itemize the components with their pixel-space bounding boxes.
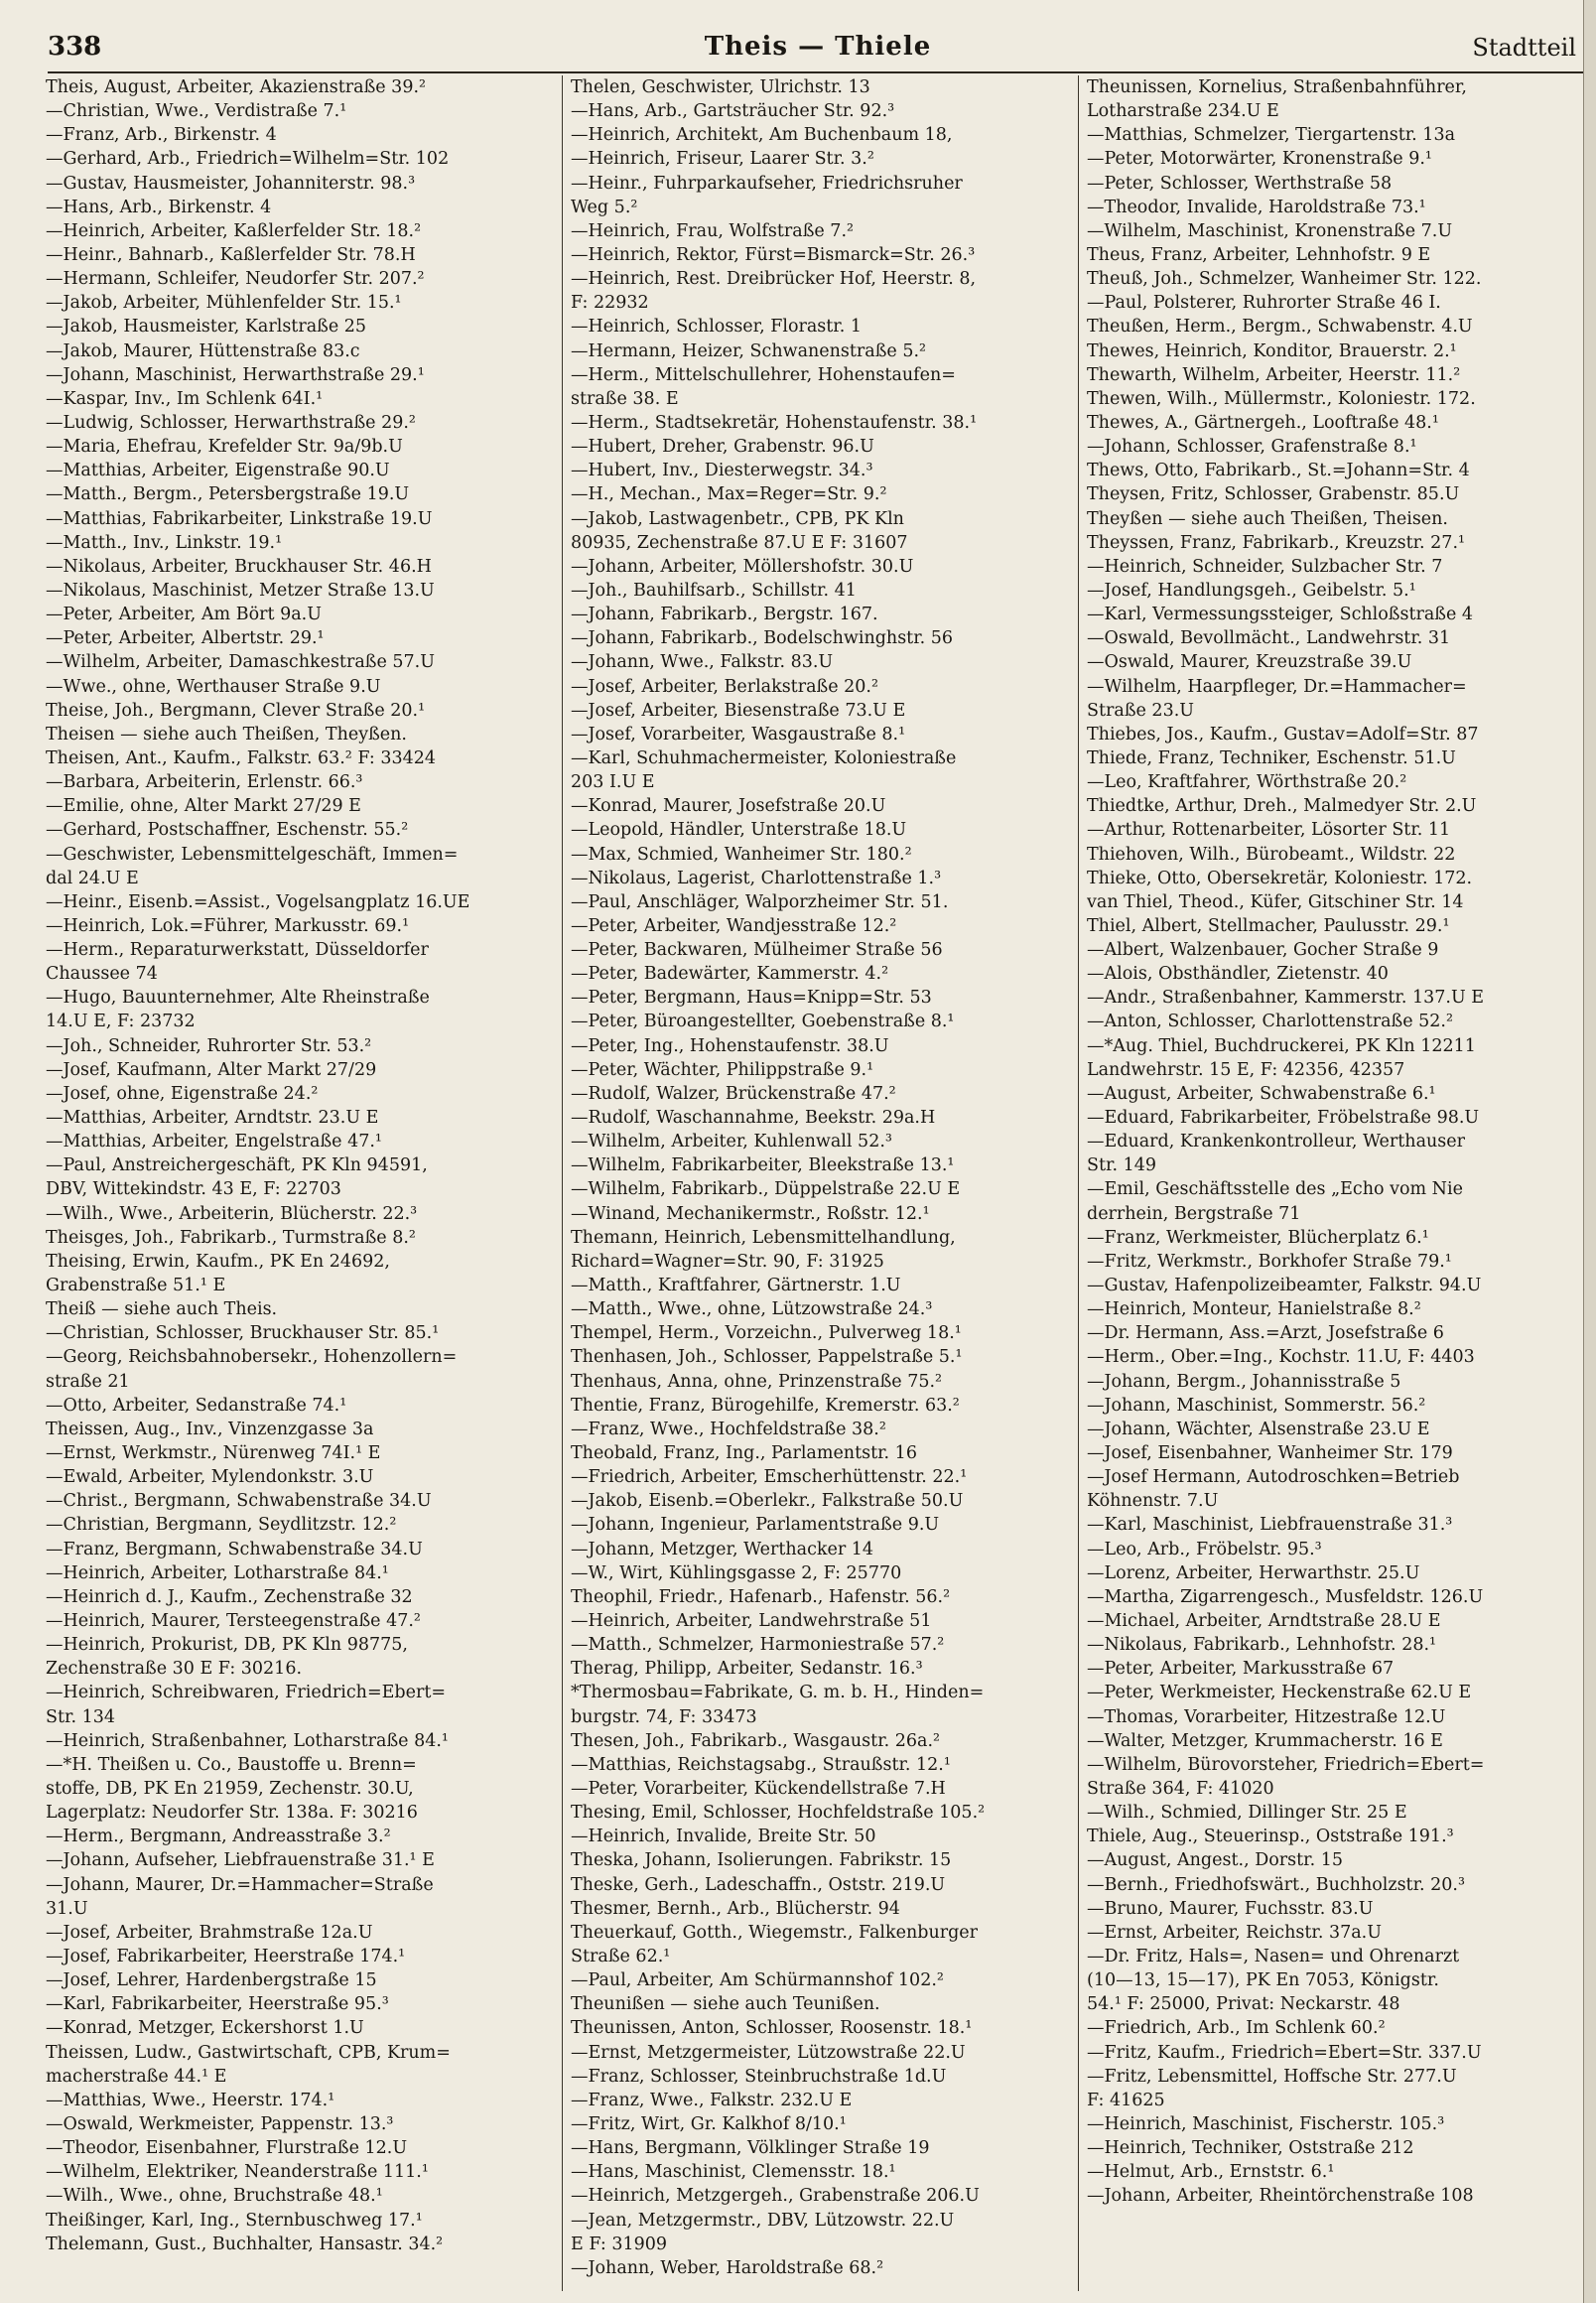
directory-entry-line: —Heinrich, Rektor, Fürst=Bismarck=Str. 26.³ xyxy=(571,244,976,265)
directory-entry-line: —Heinrich, Arbeiter, Lotharstraße 84.¹ xyxy=(46,1562,389,1583)
directory-entry-line: —Herm., Ober.=Ing., Kochstr. 11.U, F: 4403 xyxy=(1087,1347,1475,1368)
directory-entry-line: —Jakob, Maurer, Hüttenstraße 83.c xyxy=(46,340,360,361)
directory-entry-line: Theunissen, Anton, Schlosser, Roosenstr. 18.¹ xyxy=(571,2018,973,2039)
directory-entry-line: —Johann, Arbeiter, Rheintörchenstraße 108 xyxy=(1087,2186,1474,2207)
directory-entry-line: —Wilhelm, Maschinist, Kronenstraße 7.U xyxy=(1087,220,1453,241)
directory-entry-line: —Christian, Wwe., Verdistraße 7.¹ xyxy=(46,101,347,122)
directory-entry-line: —Paul, Anstreichergeschäft, PK Kln 94591, xyxy=(46,1155,428,1176)
directory-entry-line: —Josef, Eisenbahner, Wanheimer Str. 179 xyxy=(1087,1443,1453,1464)
directory-entry-line: —Christian, Schlosser, Bruckhauser Str. 85.¹ xyxy=(46,1323,440,1344)
directory-entry-line: —Josef, Arbeiter, Brahmstraße 12a.U xyxy=(46,1922,373,1943)
directory-entry-line: —Johann, Weber, Haroldstraße 68.² xyxy=(571,2257,884,2278)
directory-entry-line: —Johann, Fabrikarb., Bodelschwinghstr. 56 xyxy=(571,628,954,649)
directory-entry-line: van Thiel, Theod., Küfer, Gitschiner Str. 14 xyxy=(1087,891,1464,912)
directory-entry-line: Theunißen — siehe auch Teunißen. xyxy=(571,1994,880,2015)
directory-entry-line: —Wilhelm, Arbeiter, Damaschkestraße 57.U xyxy=(46,652,435,673)
directory-entry-line: —Wilh., Schmied, Dillinger Str. 25 E xyxy=(1087,1803,1407,1824)
directory-entry-line: Theske, Gerh., Ladeschaffn., Oststr. 219.U xyxy=(571,1874,946,1895)
directory-entry-line: —Franz, Arb., Birkenstr. 4 xyxy=(46,125,277,146)
directory-entry-line: —Heinrich, Straßenbahner, Lotharstraße 84.¹ xyxy=(46,1730,449,1751)
directory-entry-line: —Matthias, Reichstagsabg., Straußstr. 12.¹ xyxy=(571,1754,951,1775)
directory-entry-line: —Oswald, Bevollmächt., Landwehrstr. 31 xyxy=(1087,628,1451,649)
directory-entry-line: (10—13, 15—17), PK En 7053, Königstr. xyxy=(1087,1970,1439,1991)
directory-entry-line: —Hermann, Heizer, Schwanenstraße 5.² xyxy=(571,340,927,361)
directory-entry-line: Thiebes, Jos., Kaufm., Gustav=Adolf=Str. 87 xyxy=(1087,724,1479,745)
directory-entry-line: Thewen, Wilh., Müllermstr., Koloniestr. 172. xyxy=(1087,388,1476,409)
directory-entry-line: Theyssen, Franz, Fabrikarb., Kreuzstr. 27.¹ xyxy=(1087,532,1466,553)
directory-entry-line: —Eduard, Krankenkontrolleur, Werthauser xyxy=(1087,1132,1465,1152)
directory-entry-line: —Joh., Schneider, Ruhrorter Str. 53.² xyxy=(46,1035,372,1056)
directory-entry-line: —Karl, Fabrikarbeiter, Heerstraße 95.³ xyxy=(46,1994,389,2015)
directory-entry-line: —Heinrich, Maurer, Tersteegenstraße 47.² xyxy=(46,1611,421,1631)
directory-entry-line: Theisen — siehe auch Theißen, Theyßen. xyxy=(46,724,407,745)
directory-entry-line: —Leo, Kraftfahrer, Wörthstraße 20.² xyxy=(1087,772,1407,793)
directory-entry-line: 14.U E, F: 23732 xyxy=(46,1012,196,1032)
directory-entry-line: —Ernst, Arbeiter, Reichstr. 37a.U xyxy=(1087,1922,1382,1943)
directory-entry-line: —Eduard, Fabrikarbeiter, Fröbelstraße 98.U xyxy=(1087,1108,1480,1129)
directory-entry-line: Richard=Wagner=Str. 90, F: 31925 xyxy=(571,1251,884,1272)
directory-entry-line: Straße 62.¹ xyxy=(571,1946,671,1966)
directory-entry-line: *Thermosbau=Fabrikate, G. m. b. H., Hinden= xyxy=(571,1683,985,1703)
entries-column-2 xyxy=(562,75,1078,2291)
directory-entry-line: Thelemann, Gust., Buchhalter, Hansastr. 34.² xyxy=(46,2234,444,2254)
directory-entry-line: —*Aug. Thiel, Buchdruckerei, PK Kln 12211 xyxy=(1087,1035,1476,1056)
directory-entry-line: —Wilhelm, Fabrikarbeiter, Bleekstraße 13.¹ xyxy=(571,1155,955,1176)
directory-entry-line: —Johann, Arbeiter, Möllershofstr. 30.U xyxy=(571,556,914,577)
directory-entry-line: Lotharstraße 234.U E xyxy=(1087,101,1279,122)
directory-entry-line: Thesen, Joh., Fabrikarb., Wasgaustr. 26a.² xyxy=(571,1730,941,1751)
directory-entry-line: —Alois, Obsthändler, Zietenstr. 40 xyxy=(1087,964,1389,985)
page-header xyxy=(48,24,1588,73)
directory-entry-line: —Heinrich, Techniker, Oststraße 212 xyxy=(1087,2138,1414,2159)
directory-entry-line: burgstr. 74, F: 33473 xyxy=(571,1706,757,1727)
directory-entry-line: —Heinrich, Architekt, Am Buchenbaum 18, xyxy=(571,125,953,146)
directory-entry-line: —Bernh., Friedhofswärt., Buchholzstr. 20.³ xyxy=(1087,1874,1465,1895)
directory-entry-line: —Fritz, Wirt, Gr. Kalkhof 8/10.¹ xyxy=(571,2113,847,2134)
entries-column-1 xyxy=(46,75,560,2291)
directory-entry-line: —Heinrich, Prokurist, DB, PK Kln 98775, xyxy=(46,1635,408,1656)
directory-entry-line: —Nikolaus, Maschinist, Metzer Straße 13.U xyxy=(46,580,435,601)
directory-entry-line: Theising, Erwin, Kaufm., PK En 24692, xyxy=(46,1251,390,1272)
directory-entry-line: —Wilhelm, Haarpfleger, Dr.=Hammacher= xyxy=(1087,676,1467,697)
directory-entry-line: —H., Mechan., Max=Reger=Str. 9.² xyxy=(571,484,887,505)
directory-entry-line: Thiedtke, Arthur, Dreh., Malmedyer Str. 2.U xyxy=(1087,796,1477,817)
directory-entry-line: —Friedrich, Arbeiter, Emscherhüttenstr. 22.¹ xyxy=(571,1467,968,1488)
directory-entry-line: Thesing, Emil, Schlosser, Hochfeldstraße 105.² xyxy=(571,1803,986,1824)
directory-entry-line: Theus, Franz, Arbeiter, Lehnhofstr. 9 E xyxy=(1087,244,1431,265)
directory-entry-line: Theyßen — siehe auch Theißen, Theisen. xyxy=(1087,508,1448,529)
directory-entry-line: —Peter, Ing., Hohenstaufenstr. 38.U xyxy=(571,1035,889,1056)
directory-entry-line: Thenhasen, Joh., Schlosser, Pappelstraße 5.¹ xyxy=(571,1347,963,1368)
directory-entry-line: —Hubert, Dreher, Grabenstr. 96.U xyxy=(571,437,874,458)
directory-entry-line: —Hubert, Inv., Diesterwegstr. 34.³ xyxy=(571,461,873,481)
directory-entry-line: —Hugo, Bauunternehmer, Alte Rheinstraße xyxy=(46,988,430,1009)
directory-entry-line: —Winand, Mechanikermstr., Roßstr. 12.¹ xyxy=(571,1203,930,1224)
directory-entry-line: —Matthias, Arbeiter, Eigenstraße 90.U xyxy=(46,461,390,481)
directory-entry-line: —Heinrich, Frau, Wolfstraße 7.² xyxy=(571,220,855,241)
directory-entry-line: —Peter, Wächter, Philippstraße 9.¹ xyxy=(571,1059,874,1080)
directory-entry-line: —Johann, Maschinist, Herwarthstraße 29.¹ xyxy=(46,364,425,385)
directory-entry-line: —Max, Schmied, Wanheimer Str. 180.² xyxy=(571,844,912,865)
directory-entry-line: —Gerhard, Postschaffner, Eschenstr. 55.² xyxy=(46,820,409,841)
directory-entry-line: —Hermann, Schleifer, Neudorfer Str. 207.² xyxy=(46,269,425,290)
directory-entry-line: —Peter, Arbeiter, Wandjesstraße 12.² xyxy=(571,915,897,936)
directory-entry-line: —Franz, Wwe., Falkstr. 232.U E xyxy=(571,2090,853,2110)
directory-entry-line: —Matth., Schmelzer, Harmoniestraße 57.² xyxy=(571,1635,945,1656)
directory-entry-line: Theuß, Joh., Schmelzer, Wanheimer Str. 122. xyxy=(1087,269,1482,290)
directory-entry-line: —Heinrich, Lok.=Führer, Markusstr. 69.¹ xyxy=(46,915,410,936)
directory-entry-line: Theunissen, Kornelius, Straßenbahnführer, xyxy=(1087,77,1467,97)
directory-entry-line: —Paul, Polsterer, Ruhrorter Straße 46 I. xyxy=(1087,293,1441,314)
directory-entry-line: —Walter, Metzger, Krummacherstr. 16 E xyxy=(1087,1730,1443,1751)
directory-entry-line: Theis, August, Arbeiter, Akazienstraße 39.² xyxy=(46,77,427,97)
directory-entry-line: 54.¹ F: 25000, Privat: Neckarstr. 48 xyxy=(1087,1994,1400,2015)
directory-entry-line: Thewes, A., Gärtnergeh., Looftraße 48.¹ xyxy=(1087,412,1439,433)
directory-entry-line: Thesmer, Bernh., Arb., Blücherstr. 94 xyxy=(571,1898,900,1919)
directory-entry-line: Themann, Heinrich, Lebensmittelhandlung, xyxy=(571,1227,956,1248)
directory-entry-line: F: 22932 xyxy=(571,293,649,314)
directory-entry-line: Theise, Joh., Bergmann, Clever Straße 20.¹ xyxy=(46,700,426,721)
directory-entry-line: Therag, Philipp, Arbeiter, Sedanstr. 16.³ xyxy=(571,1659,923,1680)
directory-entry-line: —Otto, Arbeiter, Sedanstraße 74.¹ xyxy=(46,1395,347,1416)
directory-entry-line: —Johann, Fabrikarb., Bergstr. 167. xyxy=(571,605,878,625)
directory-entry-line: —Dr. Hermann, Ass.=Arzt, Josefstraße 6 xyxy=(1087,1323,1444,1344)
directory-entry-line: —Dr. Fritz, Hals=, Nasen= und Ohrenarzt xyxy=(1087,1946,1460,1966)
directory-entry-line: —Heinrich, Rest. Dreibrücker Hof, Heerstr. 8, xyxy=(571,269,977,290)
directory-entry-line: straße 21 xyxy=(46,1371,130,1392)
directory-entry-line: Zechenstraße 30 E F: 30216. xyxy=(46,1659,303,1680)
directory-entry-line: —Jakob, Eisenb.=Oberlekr., Falkstraße 50.U xyxy=(571,1491,964,1512)
entries-column-3 xyxy=(1078,75,1584,2291)
directory-entry-line: —Heinrich, Maschinist, Fischerstr. 105.³ xyxy=(1087,2113,1445,2134)
directory-entry-line: —Josef Hermann, Autodroschken=Betrieb xyxy=(1087,1467,1460,1488)
directory-entry-line: —Matthias, Arbeiter, Engelstraße 47.¹ xyxy=(46,1132,382,1152)
directory-entry-line: —Rudolf, Waschannahme, Beekstr. 29a.H xyxy=(571,1108,936,1129)
directory-entry-line: stoffe, DB, PK En 21959, Zechenstr. 30.U, xyxy=(46,1778,414,1799)
directory-entry-line: —Matth., Wwe., ohne, Lützowstraße 24.³ xyxy=(571,1299,933,1320)
directory-entry-line: —Franz, Schlosser, Steinbruchstraße 1d.U xyxy=(571,2066,947,2087)
directory-entry-line: Köhnenstr. 7.U xyxy=(1087,1491,1219,1512)
directory-entry-line: Thiede, Franz, Techniker, Eschenstr. 51.U xyxy=(1087,747,1456,768)
directory-entry-line: Thiehoven, Wilh., Bürobeamt., Wildstr. 22 xyxy=(1087,844,1456,865)
directory-entry-line: Thewes, Heinrich, Konditor, Brauerstr. 2.¹ xyxy=(1087,340,1457,361)
directory-entry-line: —Emil, Geschäftsstelle des „Echo vom Nie xyxy=(1087,1179,1463,1200)
directory-entry-line: —Christian, Bergmann, Seydlitzstr. 12.² xyxy=(46,1515,397,1536)
directory-entry-line: Theuerkauf, Gotth., Wiegemstr., Falkenburger xyxy=(571,1922,979,1943)
directory-entry-line: Theissen, Ludw., Gastwirtschaft, CPB, Krum= xyxy=(46,2042,451,2063)
directory-entry-line: —Josef, Lehrer, Hardenbergstraße 15 xyxy=(46,1970,377,1991)
directory-entry-line: —Heinrich, Friseur, Laarer Str. 3.² xyxy=(571,149,874,170)
directory-entry-line: —Kaspar, Inv., Im Schlenk 64I.¹ xyxy=(46,388,324,409)
page-number: 338 xyxy=(48,32,102,62)
directory-entry-line: —Matthias, Arbeiter, Arndtstr. 23.U E xyxy=(46,1108,379,1129)
directory-entry-line: —Josef, Arbeiter, Berlakstraße 20.² xyxy=(571,676,878,697)
directory-entry-line: dal 24.U E xyxy=(46,868,139,888)
directory-entry-line: —Oswald, Maurer, Kreuzstraße 39.U xyxy=(1087,652,1412,673)
directory-entry-line: Str. 149 xyxy=(1087,1155,1156,1176)
directory-entry-line: —Josef, Fabrikarbeiter, Heerstraße 174.¹ xyxy=(46,1946,406,1966)
directory-entry-line: —Jakob, Arbeiter, Mühlenfelder Str. 15.¹ xyxy=(46,293,402,314)
directory-entry-line: —Matthias, Schmelzer, Tiergartenstr. 13a xyxy=(1087,125,1456,146)
directory-entry-line: —Hans, Arb., Gartsträucher Str. 92.³ xyxy=(571,101,895,122)
directory-entry-line: F: 41625 xyxy=(1087,2090,1165,2110)
directory-entry-line: —Karl, Maschinist, Liebfrauenstraße 31.³ xyxy=(1087,1515,1453,1536)
directory-entry-line: —Leopold, Händler, Unterstraße 18.U xyxy=(571,820,907,841)
directory-entry-line: —Heinrich, Arbeiter, Landwehrstraße 51 xyxy=(571,1611,932,1631)
directory-entry-line: 203 I.U E xyxy=(571,772,655,793)
directory-entry-line: Theissen, Aug., Inv., Vinzenzgasse 3a xyxy=(46,1419,374,1439)
directory-entry-line: —Peter, Werkmeister, Heckenstraße 62.U E xyxy=(1087,1683,1472,1703)
running-title: Theis — Thiele xyxy=(704,32,932,62)
directory-entry-line: —Johann, Wächter, Alsenstraße 23.U E xyxy=(1087,1419,1430,1439)
directory-entry-line: Thewarth, Wilhelm, Arbeiter, Heerstr. 11.² xyxy=(1087,364,1461,385)
directory-entry-line: Thews, Otto, Fabrikarb., St.=Johann=Str. 4 xyxy=(1087,461,1470,481)
directory-entry-line: Landwehrstr. 15 E, F: 42356, 42357 xyxy=(1087,1059,1405,1080)
directory-entry-line: —Ewald, Arbeiter, Mylendonkstr. 3.U xyxy=(46,1467,374,1488)
directory-entry-line: Theißinger, Karl, Ing., Sternbuschweg 17.¹ xyxy=(46,2210,423,2231)
directory-entry-line: —Albert, Walzenbauer, Gocher Straße 9 xyxy=(1087,940,1439,961)
directory-entry-line: —Peter, Arbeiter, Albertstr. 29.¹ xyxy=(46,628,325,649)
directory-entry-line: —Peter, Arbeiter, Markusstraße 67 xyxy=(1087,1659,1395,1680)
directory-entry-line: —Josef, ohne, Eigenstraße 24.² xyxy=(46,1083,319,1104)
directory-entry-line: DBV, Wittekindstr. 43 E, F: 22703 xyxy=(46,1179,341,1200)
directory-entry-line: —Herm., Mittelschullehrer, Hohenstaufen= xyxy=(571,364,956,385)
directory-entry-line: —Konrad, Maurer, Josefstraße 20.U xyxy=(571,796,886,817)
directory-entry-line: Theiß — siehe auch Theis. xyxy=(46,1299,278,1320)
directory-entry-line: —Peter, Arbeiter, Am Bört 9a.U xyxy=(46,605,322,625)
directory-entry-line: —Lorenz, Arbeiter, Herwarthstr. 25.U xyxy=(1087,1562,1420,1583)
directory-entry-line: —Peter, Vorarbeiter, Kückendellstraße 7.H xyxy=(571,1778,946,1799)
directory-entry-line: derrhein, Bergstraße 71 xyxy=(1087,1203,1301,1224)
directory-entry-line: —Heinr., Eisenb.=Assist., Vogelsangplatz 16.UE xyxy=(46,891,470,912)
directory-entry-line: Thentie, Franz, Bürogehilfe, Kremerstr. 63.² xyxy=(571,1395,960,1416)
directory-entry-line: 80935, Zechenstraße 87.U E F: 31607 xyxy=(571,532,908,553)
directory-entry-line: —Peter, Motorwärter, Kronenstraße 9.¹ xyxy=(1087,149,1432,170)
directory-entry-line: —Johann, Maurer, Dr.=Hammacher=Straße xyxy=(46,1874,434,1895)
directory-entry-line: —Nikolaus, Arbeiter, Bruckhauser Str. 46.H xyxy=(46,556,432,577)
directory-entry-line: macherstraße 44.¹ E xyxy=(46,2066,227,2087)
directory-entry-line: —Michael, Arbeiter, Arndtstraße 28.U E xyxy=(1087,1611,1441,1631)
directory-entry-line: —Hans, Arb., Birkenstr. 4 xyxy=(46,197,272,217)
directory-entry-line: —Heinrich, Schneider, Sulzbacher Str. 7 xyxy=(1087,556,1443,577)
directory-entry-line: —Wilhelm, Fabrikarb., Düppelstraße 22.U E xyxy=(571,1179,961,1200)
directory-entry-line: —Paul, Arbeiter, Am Schürmannshof 102.² xyxy=(571,1970,944,1991)
directory-entry-line: —Josef, Handlungsgeh., Geibelstr. 5.¹ xyxy=(1087,580,1416,601)
directory-entry-line: —Anton, Schlosser, Charlottenstraße 52.² xyxy=(1087,1012,1454,1032)
directory-entry-line: Theisges, Joh., Fabrikarb., Turmstraße 8.² xyxy=(46,1227,416,1248)
next-page-edge xyxy=(1583,0,1596,2303)
directory-entry-line: —Joh., Bauhilfsarb., Schillstr. 41 xyxy=(571,580,857,601)
directory-entry-line: —*H. Theißen u. Co., Baustoffe u. Brenn= xyxy=(46,1754,417,1775)
directory-entry-line: —August, Arbeiter, Schwabenstraße 6.¹ xyxy=(1087,1083,1436,1104)
directory-entry-line: Theisen, Ant., Kaufm., Falkstr. 63.² F: 33424 xyxy=(46,747,437,768)
directory-entry-line: —Heinrich, Schlosser, Florastr. 1 xyxy=(571,317,863,338)
directory-entry-line: —Wwe., ohne, Werthauser Straße 9.U xyxy=(46,676,381,697)
directory-entry-line: —Heinrich, Schreibwaren, Friedrich=Ebert= xyxy=(46,1683,447,1703)
directory-entry-line: E F: 31909 xyxy=(571,2234,667,2254)
directory-entry-line: —Theodor, Invalide, Haroldstraße 73.¹ xyxy=(1087,197,1426,217)
directory-entry-line: Thenhaus, Anna, ohne, Prinzenstraße 75.² xyxy=(571,1371,943,1392)
directory-entry-line: —Theodor, Eisenbahner, Flurstraße 12.U xyxy=(46,2138,408,2159)
directory-entry-line: —Leo, Arb., Fröbelstr. 95.³ xyxy=(1087,1539,1322,1559)
directory-entry-line: —Maria, Ehefrau, Krefelder Str. 9a/9b.U xyxy=(46,437,403,458)
directory-entry-line: —Georg, Reichsbahnobersekr., Hohenzollern= xyxy=(46,1347,458,1368)
directory-entry-line: —Wilhelm, Elektriker, Neanderstraße 111.¹ xyxy=(46,2162,429,2183)
directory-entry-line: —Oswald, Werkmeister, Pappenstr. 13.³ xyxy=(46,2113,394,2134)
directory-entry-line: —Barbara, Arbeiterin, Erlenstr. 66.³ xyxy=(46,772,363,793)
directory-entry-line: —Matth., Kraftfahrer, Gärtnerstr. 1.U xyxy=(571,1276,901,1296)
directory-entry-line: —Ernst, Metzgermeister, Lützowstraße 22.U xyxy=(571,2042,966,2063)
running-label-right: Stadtteil xyxy=(1472,34,1576,62)
directory-entry-line: Thelen, Geschwister, Ulrichstr. 13 xyxy=(571,77,870,97)
directory-entry-line: —Matthias, Wwe., Heerstr. 174.¹ xyxy=(46,2090,335,2110)
directory-entry-line: straße 38. E xyxy=(571,388,679,409)
directory-entry-line: —Herm., Stadtsekretär, Hohenstaufenstr. 38.¹ xyxy=(571,412,978,433)
directory-entry-line: Straße 23.U xyxy=(1087,700,1195,721)
directory-entry-line: —Wilh., Wwe., Arbeiterin, Blücherstr. 22.³ xyxy=(46,1203,418,1224)
directory-entry-line: —Johann, Metzger, Werthacker 14 xyxy=(571,1539,874,1559)
directory-entry-line: —Johann, Aufseher, Liebfrauenstraße 31.¹ E xyxy=(46,1850,435,1871)
directory-entry-line: —Christ., Bergmann, Schwabenstraße 34.U xyxy=(46,1491,432,1512)
directory-entry-line: —Andr., Straßenbahner, Kammerstr. 137.U E xyxy=(1087,988,1485,1009)
directory-entry-line: —Heinrich, Monteur, Hanielstraße 8.² xyxy=(1087,1299,1421,1320)
directory-entry-line: —Jakob, Hausmeister, Karlstraße 25 xyxy=(46,317,367,338)
directory-entry-line: —Josef, Vorarbeiter, Wasgaustraße 8.¹ xyxy=(571,724,906,745)
directory-entry-line: —Matth., Bergm., Petersbergstraße 19.U xyxy=(46,484,410,505)
directory-entry-line: —Rudolf, Walzer, Brückenstraße 47.² xyxy=(571,1083,896,1104)
directory-entry-line: Lagerplatz: Neudorfer Str. 138a. F: 30216 xyxy=(46,1803,418,1824)
directory-entry-line: —Johann, Schlosser, Grafenstraße 8.¹ xyxy=(1087,437,1417,458)
directory-entry-line: —Heinrich d. J., Kaufm., Zechenstraße 32 xyxy=(46,1586,413,1607)
directory-entry-line: —Franz, Werkmeister, Blücherplatz 6.¹ xyxy=(1087,1227,1429,1248)
directory-entry-line: Thempel, Herm., Vorzeichn., Pulverweg 18.¹ xyxy=(571,1323,962,1344)
directory-entry-line: Theysen, Fritz, Schlosser, Grabenstr. 85.U xyxy=(1087,484,1460,505)
directory-entry-line: Str. 134 xyxy=(46,1706,115,1727)
directory-entry-line: —Heinr., Bahnarb., Kaßlerfelder Str. 78.H xyxy=(46,244,416,265)
directory-entry-line: —Heinrich, Arbeiter, Kaßlerfelder Str. 18.² xyxy=(46,220,422,241)
directory-entry-line: Grabenstraße 51.¹ E xyxy=(46,1276,226,1296)
directory-entry-line: —Ludwig, Schlosser, Herwarthstraße 29.² xyxy=(46,412,416,433)
directory-entry-line: —Karl, Schuhmachermeister, Koloniestraße xyxy=(571,747,957,768)
directory-entry-line: —Franz, Bergmann, Schwabenstraße 34.U xyxy=(46,1539,423,1559)
directory-entry-line: —Karl, Vermessungssteiger, Schloßstraße 4 xyxy=(1087,605,1474,625)
directory-entry-line: —Helmut, Arb., Ernststr. 6.¹ xyxy=(1087,2162,1335,2183)
directory-entry-line: —Hans, Bergmann, Völklinger Straße 19 xyxy=(571,2138,930,2159)
directory-entry-line: Thiel, Albert, Stellmacher, Paulusstr. 29.¹ xyxy=(1087,915,1450,936)
directory-entry-line: —Hans, Maschinist, Clemensstr. 18.¹ xyxy=(571,2162,896,2183)
directory-entry-line: —Peter, Bergmann, Haus=Knipp=Str. 53 xyxy=(571,988,932,1009)
directory-entry-line: —Jean, Metzgermstr., DBV, Lützowstr. 22.U xyxy=(571,2210,955,2231)
directory-entry-line: —Fritz, Lebensmittel, Hoffsche Str. 277.U xyxy=(1087,2066,1457,2087)
directory-entry-line: —Bruno, Maurer, Fuchsstr. 83.U xyxy=(1087,1898,1374,1919)
directory-entry-line: —Martha, Zigarrengesch., Musfeldstr. 126.U xyxy=(1087,1586,1484,1607)
directory-entry-line: —Heinrich, Invalide, Breite Str. 50 xyxy=(571,1827,876,1847)
directory-entry-line: Theußen, Herm., Bergm., Schwabenstr. 4.U xyxy=(1087,317,1473,338)
directory-entry-line: Straße 364, F: 41020 xyxy=(1087,1778,1274,1799)
directory-entry-line: Theobald, Franz, Ing., Parlamentstr. 16 xyxy=(571,1443,917,1464)
directory-entry-line: —Wilhelm, Arbeiter, Kuhlenwall 52.³ xyxy=(571,1132,892,1152)
directory-entry-line: —Fritz, Kaufm., Friedrich=Ebert=Str. 337.U xyxy=(1087,2042,1482,2063)
directory-entry-line: —Konrad, Metzger, Eckershorst 1.U xyxy=(46,2018,364,2039)
directory-entry-line: Thiele, Aug., Steuerinsp., Oststraße 191.³ xyxy=(1087,1827,1454,1847)
directory-entry-line: —August, Angest., Dorstr. 15 xyxy=(1087,1850,1343,1871)
directory-entry-line: —Matthias, Fabrikarbeiter, Linkstraße 19.U xyxy=(46,508,433,529)
directory-entry-line: —Paul, Anschläger, Walporzheimer Str. 51. xyxy=(571,891,949,912)
directory-entry-line: Weg 5.² xyxy=(571,197,638,217)
directory-entry-line: —Peter, Backwaren, Mülheimer Straße 56 xyxy=(571,940,943,961)
directory-entry-line: —Herm., Reparaturwerkstatt, Düsseldorfer xyxy=(46,940,429,961)
directory-entry-line: Chaussee 74 xyxy=(46,964,158,985)
directory-entry-line: —Nikolaus, Fabrikarb., Lehnhofstr. 28.¹ xyxy=(1087,1635,1437,1656)
directory-entry-line: —Gerhard, Arb., Friedrich=Wilhelm=Str. 102 xyxy=(46,149,450,170)
directory-entry-line: —Peter, Büroangestellter, Goebenstraße 8.¹ xyxy=(571,1012,955,1032)
directory-entry-line: —Franz, Wwe., Hochfeldstraße 38.² xyxy=(571,1419,886,1439)
directory-entry-line: —Peter, Schlosser, Werthstraße 58 xyxy=(1087,173,1393,194)
directory-entry-line: —Gustav, Hausmeister, Johanniterstr. 98.³ xyxy=(46,173,416,194)
directory-entry-line: —Wilh., Wwe., ohne, Bruchstraße 48.¹ xyxy=(46,2186,383,2207)
directory-entry-line: Thieke, Otto, Obersekretär, Koloniestr. 172. xyxy=(1087,868,1473,888)
directory-entry-line: —Geschwister, Lebensmittelgeschäft, Immen= xyxy=(46,844,459,865)
directory-entry-line: —Fritz, Werkmstr., Borkhofer Straße 79.¹ xyxy=(1087,1251,1452,1272)
directory-entry-line: —Johann, Bergm., Johannisstraße 5 xyxy=(1087,1371,1401,1392)
directory-entry-line: —Peter, Badewärter, Kammerstr. 4.² xyxy=(571,964,889,985)
directory-entry-line: —Arthur, Rottenarbeiter, Lösorter Str. 11 xyxy=(1087,820,1451,841)
directory-entry-line: —Matth., Inv., Linkstr. 19.¹ xyxy=(46,532,283,553)
directory-entry-line: —Heinr., Fuhrparkaufseher, Friedrichsruher xyxy=(571,173,963,194)
directory-entry-line: —W., Wirt, Kühlingsgasse 2, F: 25770 xyxy=(571,1562,902,1583)
directory-entry-line: —Gustav, Hafenpolizeibeamter, Falkstr. 94.U xyxy=(1087,1276,1482,1296)
directory-entry-line: —Johann, Maschinist, Sommerstr. 56.² xyxy=(1087,1395,1426,1416)
directory-entry-line: —Friedrich, Arb., Im Schlenk 60.² xyxy=(1087,2018,1386,2039)
directory-entry-line: —Johann, Wwe., Falkstr. 83.U xyxy=(571,652,834,673)
directory-entry-line: 31.U xyxy=(46,1898,88,1919)
directory-entry-line: —Heinrich, Metzgergeh., Grabenstraße 206.U xyxy=(571,2186,980,2207)
directory-entry-line: —Josef, Kaufmann, Alter Markt 27/29 xyxy=(46,1059,377,1080)
directory-entry-line: —Jakob, Lastwagenbetr., CPB, PK Kln xyxy=(571,508,904,529)
directory-entry-line: —Josef, Arbeiter, Biesenstraße 73.U E xyxy=(571,700,906,721)
directory-entry-line: —Johann, Ingenieur, Parlamentstraße 9.U xyxy=(571,1515,940,1536)
directory-entry-line: —Herm., Bergmann, Andreasstraße 3.² xyxy=(46,1827,391,1847)
directory-entry-line: Theophil, Friedr., Hafenarb., Hafenstr. 56.² xyxy=(571,1586,951,1607)
directory-entry-line: —Emilie, ohne, Alter Markt 27/29 E xyxy=(46,796,361,817)
directory-entry-line: —Wilhelm, Bürovorsteher, Friedrich=Ebert= xyxy=(1087,1754,1485,1775)
directory-entry-line: —Thomas, Vorarbeiter, Hitzestraße 12.U xyxy=(1087,1706,1446,1727)
directory-entry-line: Theska, Johann, Isolierungen. Fabrikstr. 15 xyxy=(571,1850,952,1871)
directory-entry-line: —Nikolaus, Lagerist, Charlottenstraße 1.³ xyxy=(571,868,942,888)
directory-entry-line: —Ernst, Werkmstr., Nürenweg 74I.¹ E xyxy=(46,1443,381,1464)
